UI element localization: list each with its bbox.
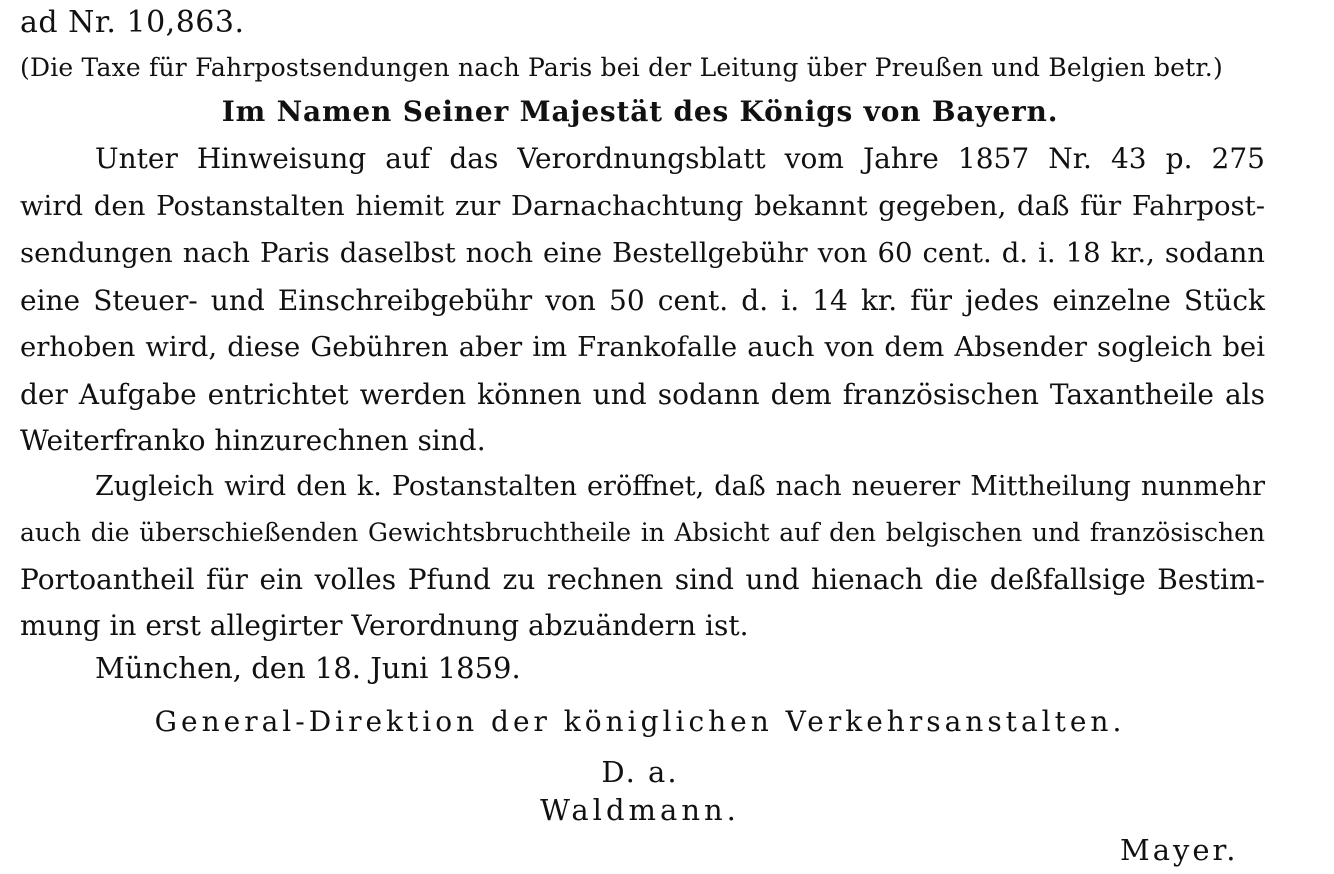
paragraph-1-line-4: eine Steuer- und Einschreibgebühr von 50 cent. d. i. 14 kr. für jedes einzelne Stück <box>20 284 1265 317</box>
signature-waldmann: Waldmann. <box>540 793 740 827</box>
paragraph-1-line-5: erhoben wird, diese Gebühren aber im Frankofalle auch von dem Absender sogleich bei <box>20 331 1265 363</box>
subject-line: (Die Taxe für Fahrpostsendungen nach Paris bei der Leitung über Preußen und Belgien betr.) <box>20 53 1223 82</box>
place-and-date: München, den 18. Juni 1859. <box>95 651 521 685</box>
invocation-heading: Im Namen Seiner Majestät des Königs von Bayern. <box>221 95 1059 128</box>
issuing-authority: General-Direktion der königlichen Verkehrsanstalten. <box>154 705 1126 738</box>
paragraph-1-line-2: wird den Postanstalten hiemit zur Darnachachtung bekannt gegeben, daß für Fahrpost- <box>20 190 1265 222</box>
paragraph-2-line-4: mung in erst allegirter Verordnung abzuändern ist. <box>20 609 749 642</box>
paragraph-2-line-1: Zugleich wird den k. Postanstalten eröffnet, daß nach neuerer Mittheilung nunmehr <box>95 471 1265 502</box>
paragraph-1-line-1: Unter Hinweisung auf das Verordnungsblatt vom Jahre 1857 Nr. 43 p. 275 <box>95 142 1265 175</box>
paragraph-1-line-3: sendungen nach Paris daselbst noch eine Bestellgebühr von 60 cent. d. i. 18 kr., sodann <box>20 237 1265 269</box>
paragraph-1-line-6: der Aufgabe entrichtet werden können und sodann dem französischen Taxantheile als <box>20 378 1265 411</box>
signature-mayer: Mayer. <box>1120 833 1239 867</box>
deputy-mark: D. a. <box>601 755 679 789</box>
paragraph-1-line-7: Weiterfranko hinzurechnen sind. <box>20 424 486 457</box>
reference-number: ad Nr. 10,863. <box>20 5 245 40</box>
paragraph-2-line-2: auch die überschießenden Gewichtsbruchtheile in Absicht auf den belgischen und französischen <box>20 518 1265 547</box>
paragraph-2-line-3: Portoantheil für ein volles Pfund zu rechnen sind und hienach die deßfallsige Bestim- <box>20 563 1265 596</box>
